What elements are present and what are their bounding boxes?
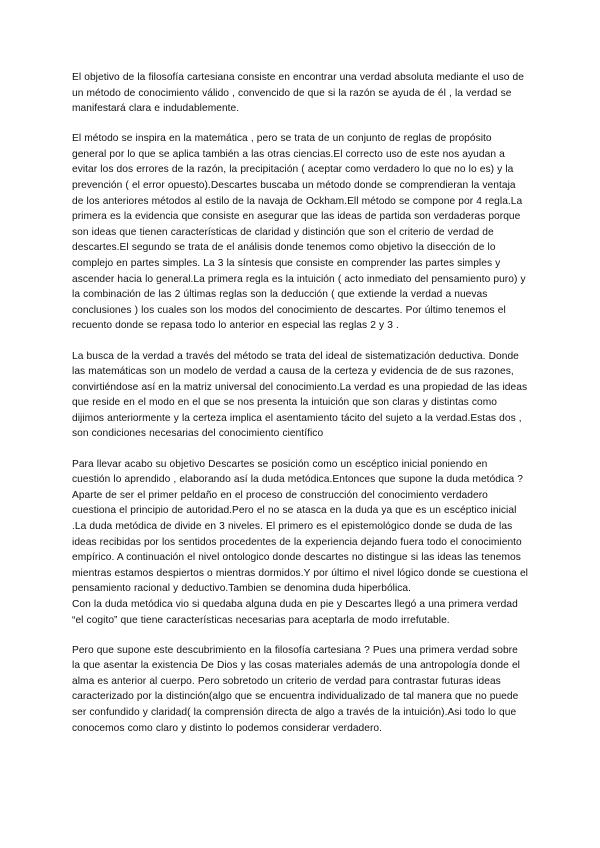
paragraph-method: El método se inspira en la matemática , pero se trata de un conjunto de reglas de propósito general por lo que se aplica también a las otras ciencias.El correcto uso de este nos ayudan a evitar los dos errores de la razón, la precipitación ( aceptar como verdadero lo que no lo es) y la prevención ( el error opuesto).Descartes buscaba un método donde se comprendieran la ventaja de los anteriores métodos al estilo de la navaja de Ockham.Ell método se compone por 4 regla.La primera es la evidencia que consiste en asegurar que las ideas de partida son verdaderas porque son ideas que tienen características de claridad y distinción que son el criterio de verdad de descartes.El segundo se trata de el análisis donde tenemos como objetivo la disección de lo complejo en partes simples. La 3 la síntesis que consiste en comprender las partes simples y ascender hacia lo general.La primera regla es la intuición ( acto inmediato del pensamiento puro) y la combinación de las 2 últimas reglas son la deducción ( que extiende la verdad a nuevas conclusiones ) los cuales son los modos del conocimiento de descartes. Por último tenemos el recuento donde se repasa todo lo anterior en especial las reglas 2 y 3 . <box>72 133 526 332</box>
paragraph-methodical-doubt: Para llevar acabo su objetivo Descartes se posición como un escéptico inicial poniendo en cuestión lo aprendido , elaborando así la duda metódica.Entonces que supone la duda metódica ? Aparte de ser el primer peldaño en el proceso de construcción del conocimiento verdadero cuestiona el principio de autoridad.Pero el no se atasca en la duda ya que es un escéptico inicial .La duda metódica de divide en 3 niveles. El primero es el epistemológico donde se duda de las ideas recibidas por los sentidos procedentes de la experiencia dejando fuera todo el conocimiento empírico. A continuación el nivel ontologico donde descartes no distingue si las ideas las tenemos mientras estamos despiertos o mientras dormidos.Y por último el nivel lógico donde se cuestiona el pensamiento racional y deductivo.Tambien se denomina duda hiperbólica. <box>72 458 528 595</box>
paragraph-discovery: Pero que supone este descubrimiento en la filosofía cartesiana ? Pues una primera verdad sobre la que asentar la existencia De Dios y las cosas materiales además de una antropología donde el alma es anterior al cuerpo. Pero sobretodo un criterio de verdad para contrastar futuras ideas caracterizado por la distinción(algo que se encuentra individualizado de tal manera que no puede ser confundido y claridad( la comprensión directa de algo a través de la intuición).Asi todo lo que conocemos como claro y distinto lo podemos considerar verdadero. <box>72 644 520 734</box>
paragraph-truth: La busca de la verdad a través del método se trata del ideal de sistematización deductiva. Donde las matemáticas son un modelo de verdad a causa de la certeza y evidencia de de sus razones, convirtiéndose así en la matriz universal del conocimiento.La verdad es una propiedad de las ideas que reside en el modo en el que se nos presenta la intuición que son claras y distintas como dijimos anteriormente y la certeza implica el asentamiento tácito del sujeto a la verdad.Estas dos , son condiciones necesarias del conocimiento científico <box>72 350 528 440</box>
paragraph-cogito: Con la duda metódica vio si quedaba alguna duda en pie y Descartes llegó a una primera verdad “el cogito” que tiene características necesarias para aceptarla de modo irrefutable. <box>72 598 518 626</box>
document-body <box>72 70 528 751</box>
paragraph-intro: El objetivo de la filosofía cartesiana consiste en encontrar una verdad absoluta mediante el uso de un método de conocimiento válido , convencido de que si la razón se ayuda de él , la verdad se manifestará clara e indudablemente. <box>72 72 524 115</box>
